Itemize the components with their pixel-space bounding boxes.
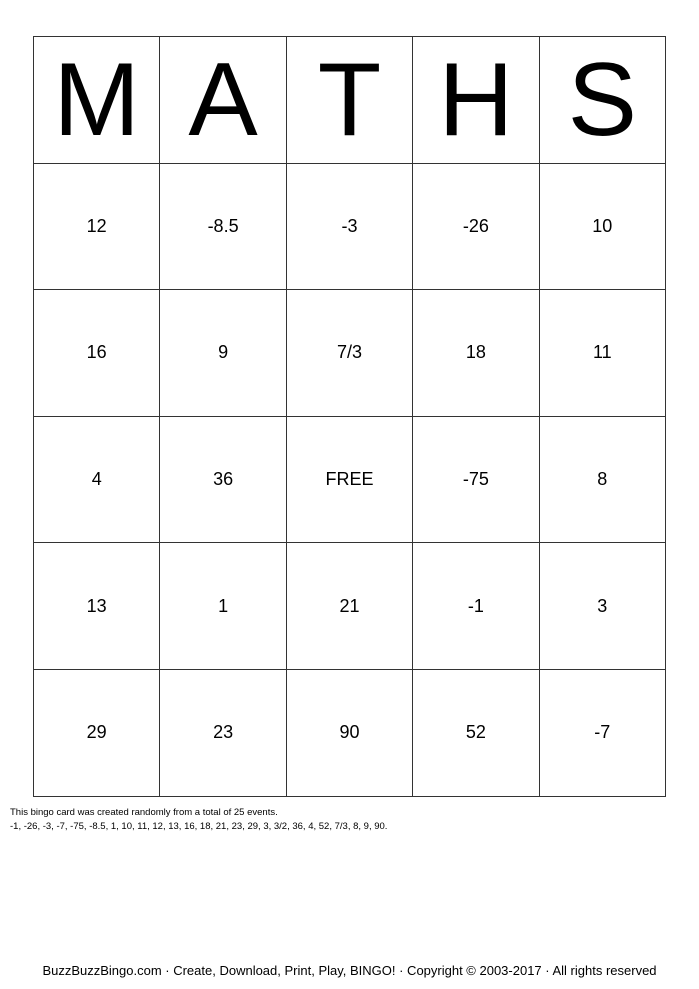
card-cell: 8 [539, 416, 665, 543]
card-cell: 1 [160, 543, 286, 670]
bingo-card [33, 36, 666, 797]
card-cell: 52 [413, 669, 539, 796]
header-letter: A [160, 37, 286, 164]
card-cell: 36 [160, 416, 286, 543]
card-row [34, 290, 666, 417]
header-letter: M [34, 37, 160, 164]
card-cell: -7 [539, 669, 665, 796]
card-cell: -3 [286, 163, 412, 290]
card-cell: 11 [539, 290, 665, 417]
info-description: This bingo card was created randomly from a total of 25 events. [10, 807, 278, 818]
card-cell: 3 [539, 543, 665, 670]
card-cell: -26 [413, 163, 539, 290]
info-event-list: -1, -26, -3, -7, -75, -8.5, 1, 10, 11, 12, 13, 16, 18, 21, 23, 29, 3, 3/2, 36, 4, 52, 7/3, 8, 9, 90. [10, 821, 388, 832]
card-cell: 21 [286, 543, 412, 670]
card-info [10, 806, 387, 834]
free-space-cell: FREE [286, 416, 412, 543]
footer-text: BuzzBuzzBingo.com · Create, Download, Print, Play, BINGO! · Copyright © 2003-2017 · All rights reserved [42, 963, 657, 978]
card-cell: -75 [413, 416, 539, 543]
card-cell: 29 [34, 669, 160, 796]
card-cell: 18 [413, 290, 539, 417]
card-row [34, 543, 666, 670]
card-cell: 4 [34, 416, 160, 543]
header-row [34, 37, 666, 164]
card-cell: -8.5 [160, 163, 286, 290]
card-cell: 7/3 [286, 290, 412, 417]
card-row [34, 416, 666, 543]
card-row [34, 669, 666, 796]
card-cell: 13 [34, 543, 160, 670]
card-cell: 16 [34, 290, 160, 417]
header-letter: S [539, 37, 665, 164]
card-row [34, 163, 666, 290]
header-letter: T [286, 37, 412, 164]
card-cell: 9 [160, 290, 286, 417]
card-cell: -1 [413, 543, 539, 670]
card-cell: 12 [34, 163, 160, 290]
card-cell: 23 [160, 669, 286, 796]
card-cell: 90 [286, 669, 412, 796]
card-cell: 10 [539, 163, 665, 290]
header-letter: H [413, 37, 539, 164]
